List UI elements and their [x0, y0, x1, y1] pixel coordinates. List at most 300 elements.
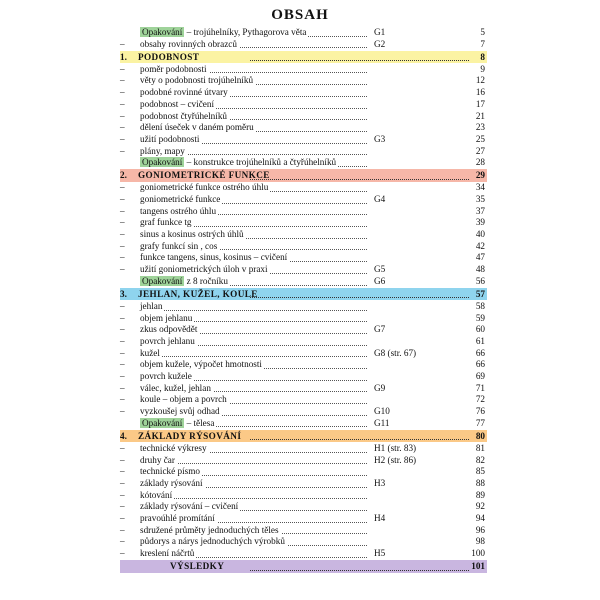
entry-dash: –: [120, 145, 125, 156]
entry-page-number: 12: [475, 75, 485, 86]
entry-code-text: H3: [374, 477, 386, 488]
entry-page-number: 59: [475, 312, 485, 323]
entry-code: [374, 418, 391, 430]
entry-page-number: 81: [475, 442, 485, 453]
entry-page: [476, 241, 487, 253]
entry-page-number: 94: [475, 513, 485, 523]
section-title: GONIOMETRICKÉ FUNKCE: [138, 170, 270, 181]
entry-page: [476, 229, 487, 241]
entry-label: základy rýsování – cvičení: [140, 501, 239, 512]
entry-dash: –: [120, 63, 125, 74]
entry-code-text: G6: [374, 275, 386, 286]
entry-dash: –: [120, 489, 125, 500]
entry-page-number: 16: [475, 87, 485, 98]
entry-page: [476, 324, 487, 336]
entry-dash: –: [120, 382, 125, 393]
entry-text: [140, 194, 222, 206]
entry-text: [140, 229, 246, 241]
entry-text-wrap: [140, 217, 194, 227]
dot-leader: [140, 356, 367, 357]
entry-text-wrap: [140, 513, 217, 523]
entry-code-text: G8 (str. 67): [374, 347, 417, 358]
section-heading-1: [120, 51, 487, 63]
review-highlight: Opakování: [142, 275, 183, 286]
entry-text: [140, 252, 289, 264]
entry-page-number: 98: [475, 536, 485, 547]
entry-label: poměr podobnosti: [140, 63, 207, 74]
entry-text: [140, 75, 255, 87]
toc-entry: [120, 229, 487, 241]
entry-dash: –: [120, 536, 125, 547]
entry-text-wrap: [140, 443, 209, 453]
entry-dash: –: [120, 38, 125, 49]
entry-text-wrap: [140, 455, 177, 465]
section-page: 101: [471, 561, 485, 572]
entry-text-wrap: [140, 324, 199, 334]
entry-page-number: 96: [475, 524, 485, 535]
entry-label: – konstrukce trojúhelníků a čtyřúhelníků: [184, 157, 337, 168]
section-page: 57: [475, 289, 485, 300]
toc-entry: [120, 348, 487, 360]
entry-page: [476, 301, 487, 313]
toc-entry: [120, 418, 487, 430]
entry-code-text: G3: [374, 133, 386, 144]
entry-text-wrap: [140, 157, 338, 167]
entry-page: [476, 348, 487, 360]
entry-text: [140, 525, 281, 537]
entry-page: [476, 122, 487, 134]
entry-label: objem kužele, výpočet hmotnosti: [140, 359, 262, 370]
review-highlight: Opakování: [142, 157, 183, 168]
entry-label: pravoúhlé promítání: [140, 513, 215, 523]
entry-text: [140, 418, 216, 430]
entry-text-wrap: [140, 252, 289, 262]
entry-dash: –: [120, 194, 125, 205]
entry-code-text: G11: [374, 417, 390, 428]
entry-page: [476, 536, 487, 548]
entry-text-wrap: [140, 394, 229, 404]
entry-code: [374, 264, 387, 276]
entry-label: tangens ostrého úhlu: [140, 205, 217, 216]
page-title: OBSAH: [271, 7, 329, 23]
entry-code: [374, 39, 387, 51]
entry-page: [476, 394, 487, 406]
entry-text: [140, 313, 194, 325]
toc-entry: [120, 27, 487, 39]
entry-page: [476, 490, 487, 502]
entry-label: technické písmo: [140, 466, 200, 477]
section-number: 4.: [120, 430, 127, 441]
toc-entry: [120, 513, 487, 525]
entry-label: funkce tangens, sinus, kosinus – cvičení: [140, 252, 288, 263]
entry-page: [476, 466, 487, 478]
toc-entry: [120, 252, 487, 264]
entry-code: [374, 383, 387, 395]
entry-dash: –: [120, 466, 125, 477]
entry-dash: –: [120, 548, 125, 559]
toc-entry: [120, 276, 487, 288]
entry-label: podobné rovinné útvary: [140, 87, 228, 98]
review-highlight: Opakování: [142, 417, 183, 428]
entry-label: goniometrické funkce ostrého úhlu: [140, 182, 269, 193]
section-title: VÝSLEDKY: [170, 561, 225, 572]
entry-label: obsahy rovinných obrazců: [140, 38, 237, 49]
entry-page: [476, 418, 487, 430]
entry-dash: –: [120, 217, 125, 228]
toc-entry: [120, 182, 487, 194]
entry-dash: –: [120, 513, 125, 523]
entry-page: [476, 443, 487, 455]
entry-text-wrap: [140, 301, 164, 311]
entry-label: plány, mapy: [140, 145, 185, 156]
toc-entry: [120, 313, 487, 325]
entry-text: [140, 39, 239, 51]
entry-page-number: 60: [475, 324, 485, 335]
entry-dash: –: [120, 205, 125, 216]
entry-code-text: G9: [374, 382, 386, 393]
entry-dash: –: [120, 477, 125, 488]
toc-entry: [120, 443, 487, 455]
entry-label: věty o podobnosti trojúhelníků: [140, 75, 254, 86]
entry-dash: –: [120, 347, 125, 358]
entry-code-text: G10: [374, 406, 390, 417]
entry-page: [476, 383, 487, 395]
entry-page-number: 40: [475, 229, 485, 240]
entry-text-wrap: [140, 75, 255, 85]
entry-label: druhy čar: [140, 454, 175, 465]
entry-text-wrap: [140, 99, 216, 109]
entry-dash: –: [120, 300, 125, 311]
entry-text: [140, 324, 199, 336]
entry-page-number: 47: [475, 252, 485, 263]
section-title: JEHLAN, KUŽEL, KOULE: [138, 289, 258, 300]
section-heading-4: [120, 430, 487, 442]
entry-page-number: 42: [475, 240, 485, 251]
entry-text: [140, 406, 222, 418]
entry-page: [476, 157, 487, 169]
entry-page-number: 66: [475, 347, 485, 358]
toc-entry: [120, 336, 487, 348]
entry-text: [140, 513, 217, 525]
entry-text: [140, 134, 201, 146]
entry-page: [476, 406, 487, 418]
entry-text: [140, 99, 216, 111]
entry-label: válec, kužel, jehlan: [140, 382, 211, 393]
entry-label: grafy funkcí sin , cos: [140, 240, 218, 251]
entry-code-text: H5: [374, 548, 386, 559]
entry-text-wrap: [140, 478, 205, 488]
entry-page: [471, 548, 487, 560]
entry-text: [140, 359, 264, 371]
toc-entry: [120, 324, 487, 336]
entry-page-number: 77: [475, 417, 485, 428]
entry-page: [476, 478, 487, 490]
section-page: 29: [475, 170, 485, 181]
toc-entry: [120, 87, 487, 99]
entry-label: sdružené průměty jednoduchých těles: [140, 524, 279, 535]
entry-label: dělení úseček v daném poměru: [140, 122, 254, 133]
entry-dash: –: [120, 324, 125, 335]
entry-page-number: 56: [475, 275, 485, 286]
toc-entry: [120, 39, 487, 51]
entry-page: [480, 27, 487, 39]
entry-page: [476, 182, 487, 194]
entry-page: [476, 455, 487, 467]
entry-text: [140, 443, 209, 455]
entry-dash: –: [120, 406, 125, 417]
entry-text-wrap: [140, 146, 187, 156]
section-page: 8: [480, 51, 485, 62]
dot-leader: [250, 570, 469, 571]
section-title: PODOBNOST: [138, 51, 200, 62]
entry-code-text: G2: [374, 38, 386, 49]
entry-dash: –: [120, 240, 125, 251]
entry-page: [476, 87, 487, 99]
entry-text: [140, 490, 174, 502]
entry-dash: –: [120, 87, 125, 98]
section-number: 2.: [120, 170, 127, 181]
toc-entry: [120, 194, 487, 206]
entry-page: [476, 75, 487, 87]
entry-page-number: 69: [475, 371, 485, 382]
entry-page: [476, 206, 487, 218]
entry-code: [374, 324, 387, 336]
toc-entry: [120, 548, 487, 560]
entry-dash: –: [120, 454, 125, 465]
entry-text: [140, 301, 164, 313]
entry-code-text: G5: [374, 264, 386, 275]
entry-page-number: 66: [475, 359, 485, 370]
entry-code: [374, 443, 418, 455]
entry-code: [374, 134, 387, 146]
entry-code: [374, 478, 387, 490]
entry-page-number: 100: [471, 548, 485, 559]
entry-text-wrap: [140, 466, 202, 476]
entry-label: povrch kužele: [140, 371, 192, 382]
section-number: 1.: [120, 51, 127, 62]
toc-entry: [120, 359, 487, 371]
entry-text: [140, 157, 338, 169]
toc-entry: [120, 75, 487, 87]
entry-label: graf funkce tg: [140, 217, 192, 228]
entry-page-number: 82: [475, 454, 485, 465]
entry-code: [374, 348, 418, 360]
entry-text-wrap: [140, 525, 281, 535]
entry-text-wrap: [140, 383, 213, 393]
entry-page-number: 58: [475, 300, 485, 311]
entry-page: [476, 276, 487, 288]
entry-code: [374, 406, 392, 418]
entry-label: kreslení náčrtů: [140, 548, 195, 559]
entry-page-number: 71: [475, 382, 485, 393]
entry-text: [140, 241, 219, 253]
entry-text: [140, 455, 177, 467]
entry-text-wrap: [140, 371, 194, 381]
entry-text: [140, 27, 308, 39]
entry-text-wrap: [140, 536, 287, 546]
entry-text-wrap: [140, 264, 270, 274]
entry-text-wrap: [140, 182, 270, 192]
entry-dash: –: [120, 524, 125, 535]
entry-dash: –: [120, 312, 125, 323]
entry-code: [374, 548, 387, 560]
entry-label: užití podobnosti: [140, 133, 200, 144]
entry-text-wrap: [140, 501, 240, 511]
entry-code-text: G7: [374, 324, 386, 335]
entry-text: [140, 182, 270, 194]
entry-text-wrap: [140, 276, 230, 286]
entry-dash: –: [120, 133, 125, 144]
entry-label: povrch jehlanu: [140, 335, 195, 346]
entry-label: z 8 ročníku: [184, 275, 228, 286]
entry-label: sinus a kosinus ostrých úhlů: [140, 229, 244, 240]
dot-leader: [250, 179, 469, 180]
dot-leader: [140, 310, 367, 311]
entry-label: kótování: [140, 489, 173, 500]
entry-text: [140, 371, 194, 383]
entry-page: [476, 99, 487, 111]
entry-page: [476, 501, 487, 513]
entry-text: [140, 336, 197, 348]
entry-label: technické výkresy: [140, 442, 207, 453]
toc-entry: [120, 466, 487, 478]
entry-code: [374, 27, 387, 39]
entry-text-wrap: [140, 241, 219, 251]
entry-text-wrap: [140, 548, 196, 558]
entry-text: [140, 217, 194, 229]
section-heading-results: [120, 560, 487, 572]
review-highlight: Opakování: [142, 27, 183, 37]
entry-text: [140, 111, 229, 123]
entry-page-number: 61: [475, 335, 485, 346]
entry-dash: –: [120, 122, 125, 133]
toc-entry: [120, 217, 487, 229]
entry-code: [374, 194, 387, 206]
entry-page-number: 89: [475, 489, 485, 500]
toc-entry: [120, 525, 487, 537]
entry-page: [476, 111, 487, 123]
toc-entry: [120, 99, 487, 111]
toc-entry: [120, 501, 487, 513]
entry-page-number: 88: [475, 477, 485, 488]
entry-label: užití goniometrických úloh v praxi: [140, 264, 268, 275]
entry-text-wrap: [140, 418, 216, 428]
toc-entry: [120, 490, 487, 502]
toc-entry: [120, 111, 487, 123]
entry-text-wrap: [140, 111, 229, 121]
entry-page: [480, 64, 487, 76]
entry-text-wrap: [140, 64, 209, 74]
entry-label: goniometrické funkce: [140, 194, 221, 205]
entry-dash: –: [120, 394, 125, 405]
entry-page-number: 76: [475, 406, 485, 417]
entry-label: – trojúhelníky, Pythagorova věta: [184, 27, 307, 37]
section-page: 80: [475, 430, 485, 441]
entry-text-wrap: [140, 229, 246, 239]
entry-dash: –: [120, 182, 125, 193]
entry-page: [476, 359, 487, 371]
entry-text: [140, 548, 196, 560]
entry-text: [140, 536, 287, 548]
entry-dash: –: [120, 442, 125, 453]
entry-dash: –: [120, 371, 125, 382]
entry-text: [140, 383, 213, 395]
entry-text: [140, 64, 209, 76]
section-number: 3.: [120, 289, 127, 300]
section-heading-2: [120, 169, 487, 181]
entry-text: [140, 276, 230, 288]
toc-entry: [120, 157, 487, 169]
entry-page: [476, 264, 487, 276]
entry-label: jehlan: [140, 300, 163, 311]
entry-label: objem jehlanu: [140, 312, 193, 323]
toc-entry: [120, 394, 487, 406]
entry-page-number: 28: [475, 157, 485, 168]
entry-label: vyzkoušej svůj odhad: [140, 406, 220, 417]
entry-label: kužel: [140, 347, 160, 358]
entry-text-wrap: [140, 194, 222, 204]
toc-entry: [120, 146, 487, 158]
entry-page-number: 48: [475, 264, 485, 275]
toc-entry: [120, 301, 487, 313]
entry-page: [476, 336, 487, 348]
entry-text: [140, 466, 202, 478]
entry-label: koule – objem a povrch: [140, 394, 227, 405]
entry-page: [476, 146, 487, 158]
entry-page: [476, 194, 487, 206]
toc-entry: [120, 478, 487, 490]
entry-dash: –: [120, 110, 125, 121]
entry-page-number: 72: [475, 394, 485, 405]
entry-label: – tělesa: [184, 417, 215, 428]
entry-label: základy rýsování: [140, 477, 203, 488]
entry-page: [476, 313, 487, 325]
entry-text-wrap: [140, 313, 194, 323]
entry-text: [140, 478, 205, 490]
entry-page-number: 23: [475, 122, 485, 133]
entry-page-number: 85: [475, 466, 485, 477]
section-heading-3: [120, 288, 487, 300]
toc-entry: [120, 536, 487, 548]
dot-leader: [250, 60, 469, 61]
entry-text: [140, 206, 218, 218]
entry-code-text: H2 (str. 86): [374, 454, 417, 465]
entry-text-wrap: [140, 348, 162, 358]
entry-text: [140, 264, 270, 276]
entry-text: [140, 122, 256, 134]
entry-text-wrap: [140, 122, 256, 132]
entry-text-wrap: [140, 206, 218, 216]
entry-page-number: 25: [475, 133, 485, 144]
entry-text: [140, 348, 162, 360]
table-of-contents: [120, 27, 487, 573]
entry-page-number: 39: [475, 217, 485, 228]
entry-label: zkus odpovědět: [140, 324, 198, 335]
toc-entry: [120, 64, 487, 76]
entry-page-number: 17: [475, 98, 485, 109]
entry-dash: –: [120, 359, 125, 370]
toc-entry: [120, 264, 487, 276]
toc-entry: [120, 455, 487, 467]
entry-page: [480, 39, 487, 51]
entry-code: [374, 455, 418, 467]
entry-page-number: 21: [475, 110, 485, 121]
entry-page: [476, 134, 487, 146]
entry-page: [476, 217, 487, 229]
entry-page-number: 7: [480, 38, 485, 49]
entry-text: [140, 87, 230, 99]
entry-label: podobnost – cvičení: [140, 98, 214, 109]
